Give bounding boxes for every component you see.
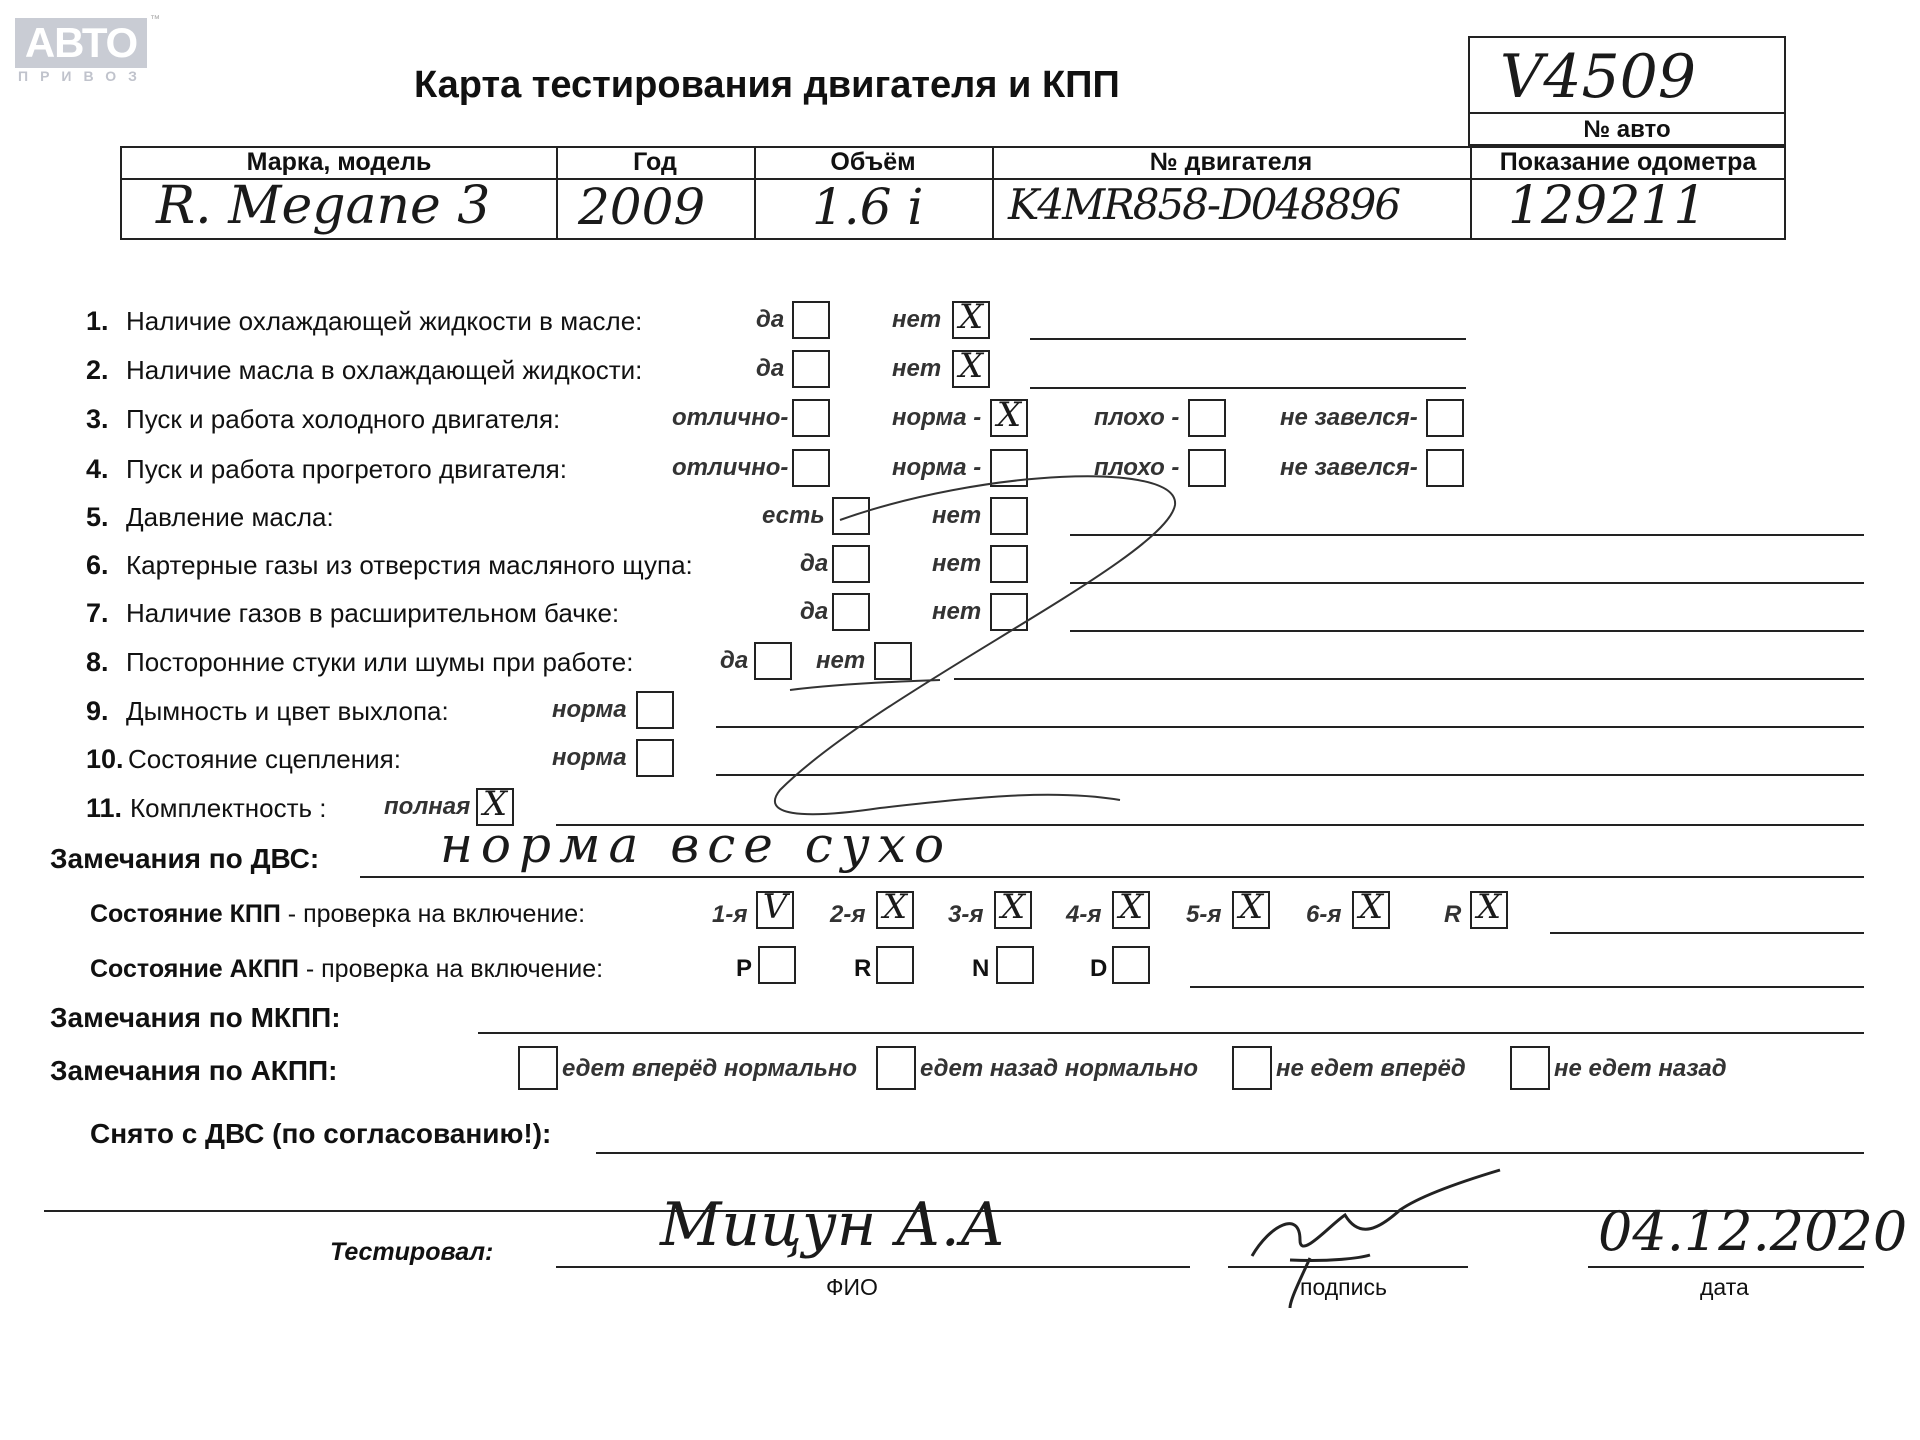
gear-3-mark: X [1000,887,1026,927]
q1-no-mark: X [958,297,984,337]
q7-number: 7. [86,598,109,628]
q6-yes-label: да [800,550,829,577]
gear-2-label: 2-я [830,901,866,928]
q5-no-label: нет [932,502,982,529]
q3-bad-label: плохо - [1094,404,1180,431]
q1-no-label: нет [892,306,942,333]
value-make-model: R. Megane 3 [156,176,491,236]
q10-number: 10. [86,744,124,774]
removed-label: Снято с ДВС (по согласованию!): [90,1118,552,1149]
gear-2-mark: X [882,887,908,927]
akpp-no-forward-label: не едет вперёд [1276,1055,1466,1082]
tested-label: Тестировал: [330,1238,494,1266]
gear-5-mark: X [1238,887,1264,927]
diagonal-scribble [775,476,1175,814]
value-year: 2009 [578,178,706,236]
gear-6-label: 6-я [1306,901,1342,928]
q6-text: Картерные газы из отверстия масляного щупа: [126,550,693,580]
ice-remarks-value: норма все сухо [440,816,953,874]
header-volume: Объём [830,148,916,176]
q6-no-label: нет [932,550,982,577]
q7-text: Наличие газов в расширительном бачке: [126,598,620,628]
gear-4-mark: X [1118,887,1144,927]
q4-bad-label: плохо - [1094,454,1180,481]
q11-number: 11. [86,793,123,823]
q2-text: Наличие масла в охлаждающей жидкости: [126,355,643,385]
value-volume: 1.6 i [812,178,924,236]
signature-label: подпись [1300,1274,1387,1300]
logo-trademark: ™ [150,14,160,25]
q5-text: Давление масла: [126,502,334,532]
mkpp-remarks-label: Замечания по МКПП: [50,1002,341,1033]
akpp-p-label: P [736,955,753,982]
fio-label: ФИО [826,1274,878,1300]
q10-normal-label: норма [552,744,627,771]
q2-no-label: нет [892,355,942,382]
q3-not-started-label: не завелся- [1280,404,1418,431]
akpp-no-reverse-label: не едет назад [1554,1055,1727,1082]
q8-number: 8. [86,647,109,677]
header-engine-no: № двигателя [1149,148,1313,176]
gear-5-label: 5-я [1186,901,1222,928]
q7-yes-label: да [800,598,829,625]
q11-full-mark: X [482,784,508,824]
header-year: Год [633,148,677,176]
q8-text: Посторонние стуки или шумы при работе: [126,647,634,677]
q5-present-label: есть [762,502,825,529]
q11-full-label: полная [384,793,471,820]
akpp-d-label: D [1090,955,1108,982]
q11-text: Комплектность : [130,793,327,823]
akpp-remarks-label: Замечания по АКПП: [50,1055,338,1086]
gear-4-label: 4-я [1066,901,1102,928]
header-odometer: Показание одометра [1499,148,1757,176]
q2-number: 2. [86,355,109,385]
ice-remarks-label: Замечания по ДВС: [50,843,320,874]
akpp-reverse-ok-label: едет назад нормально [920,1055,1199,1082]
gear-r-mark: X [1476,887,1502,927]
q2-yes-label: да [756,355,785,382]
test-date: 04.12.2020 [1598,1200,1908,1263]
q4-number: 4. [86,454,109,484]
gear-1-label: 1-я [712,901,748,928]
q9-number: 9. [86,696,109,726]
q1-text: Наличие охлаждающей жидкости в масле: [126,306,643,336]
q8-no-label: нет [816,647,866,674]
q7-no-label: нет [932,598,982,625]
q1-yes-label: да [756,306,785,333]
q8-yes-label: да [720,647,749,674]
logo: АВТО [15,18,147,68]
q3-excellent-label: отлично- [672,404,789,431]
logo-subtitle: ПРИВОЗ [18,68,149,84]
date-label: дата [1700,1274,1749,1300]
value-odometer: 129211 [1508,176,1707,236]
q4-not-started-label: не завелся- [1280,454,1418,481]
auto-number-label: № авто [1583,116,1671,143]
akpp-forward-ok-label: едет вперёд нормально [562,1055,858,1082]
q3-text: Пуск и работа холодного двигателя: [126,404,561,434]
akpp-label: Состояние АКПП - проверка на включение: [90,955,604,983]
q4-text: Пуск и работа прогретого двигателя: [126,454,567,484]
akpp-n-label: N [972,955,990,982]
q3-number: 3. [86,404,109,434]
q4-normal-label: норма - [892,454,982,481]
page-title: Карта тестирования двигателя и КПП [414,64,1120,106]
q3-normal-label: норма - [892,404,982,431]
gear-3-label: 3-я [948,901,984,928]
q1-number: 1. [86,306,109,336]
header-make-model: Марка, модель [246,148,432,176]
q9-normal-label: норма [552,696,627,723]
auto-number-value: V4509 [1500,42,1697,112]
signature-mark [1252,1170,1500,1308]
q10-text: Состояние сцепления: [128,744,401,774]
q5-number: 5. [86,502,109,532]
gear-r-label: R [1444,901,1462,928]
akpp-r-label: R [854,955,872,982]
q6-number: 6. [86,550,109,580]
q2-no-mark: X [958,346,984,386]
q3-normal-mark: X [996,395,1022,435]
q9-text: Дымность и цвет выхлопа: [126,696,449,726]
value-engine-no: K4MR858-D048896 [1008,180,1400,229]
gear-6-mark: X [1358,887,1384,927]
gear-1-mark: V [762,887,788,927]
q4-excellent-label: отлично- [672,454,789,481]
tester-name: Мицун А.А [660,1190,1006,1260]
kpp-label: Состояние КПП - проверка на включение: [90,900,586,928]
